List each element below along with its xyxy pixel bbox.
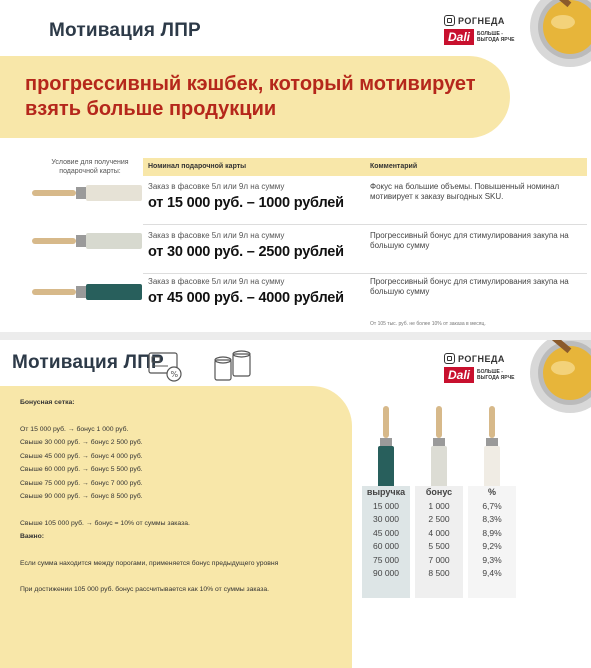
table-cell: 90 000 bbox=[373, 568, 399, 578]
comment: Прогрессивный бонус для стимулирования закупа на большую сумму bbox=[370, 277, 569, 296]
paint-cans-icon bbox=[213, 348, 253, 382]
table-cell: 1 000 bbox=[428, 500, 450, 511]
bonus-line: Свыше 45 000 руб. → бонус 4 000 руб. bbox=[20, 452, 143, 460]
table-cell: 4 000 bbox=[428, 527, 450, 538]
brush-icon bbox=[428, 406, 450, 488]
brand-name: РОГНЕДА bbox=[458, 353, 505, 364]
column-header: % bbox=[487, 487, 496, 497]
table-row bbox=[143, 227, 587, 272]
brush-icon bbox=[481, 406, 503, 488]
brush-icon bbox=[32, 230, 142, 252]
slide-2 bbox=[0, 340, 591, 668]
amount: от 15 000 руб. – 1000 рублей bbox=[148, 195, 344, 211]
bonus-line: Свыше 30 000 руб. → бонус 2 500 руб. bbox=[20, 439, 143, 446]
order-condition: Заказ в фасовке 5л или 9л на сумму bbox=[148, 182, 285, 191]
table-cell: 7 000 bbox=[428, 554, 450, 565]
table-cell: 8 500 bbox=[428, 568, 450, 578]
amount: от 45 000 руб. – 4000 рублей bbox=[148, 290, 344, 306]
paint-can-icon bbox=[525, 340, 591, 418]
bonus-line: Свыше 90 000 руб. → бонус 8 500 руб. bbox=[20, 493, 143, 500]
footnote: От 105 тыс. руб. не более 10% от заказа в месяц. bbox=[370, 321, 486, 327]
percent-column bbox=[468, 486, 516, 598]
rogneda-logo-icon bbox=[444, 353, 455, 364]
bonus-line: От 15 000 руб. → бонус 1 000 руб. bbox=[20, 425, 129, 433]
brand-logo bbox=[444, 15, 536, 45]
dali-slogan: БОЛЬШЕ - ВЫГОДА ЯРЧЕ bbox=[477, 31, 515, 43]
brush-icon bbox=[32, 182, 142, 204]
bonus-over-105: Свыше 105 000 руб. → бонус = 10% от суммы заказа. bbox=[20, 519, 190, 527]
order-condition: Заказ в фасовке 5л или 9л на сумму bbox=[148, 277, 285, 286]
table-cell: 75 000 bbox=[373, 554, 399, 565]
dali-slogan: БОЛЬШЕ - ВЫГОДА ЯРЧЕ bbox=[477, 369, 515, 381]
column-header: бонус bbox=[425, 487, 453, 497]
brand-logo bbox=[444, 353, 536, 383]
table-cell: 9,4% bbox=[482, 568, 502, 578]
divider bbox=[143, 224, 587, 225]
paint-can-icon bbox=[525, 0, 591, 72]
rogneda-logo-icon bbox=[444, 15, 455, 26]
note: Если сумма находится между порогами, применяется бонус предыдущего уровня bbox=[20, 559, 279, 567]
banner-text: прогрессивный кэшбек, который мотивирует взять больше продукции bbox=[25, 73, 476, 120]
table-cell: 60 000 bbox=[373, 541, 399, 551]
important-label: Важно: bbox=[20, 533, 45, 540]
header-nominal: Номинал подарочной карты bbox=[148, 163, 247, 170]
table-cell: 5 500 bbox=[428, 541, 450, 551]
brand-name: РОГНЕДА bbox=[458, 15, 505, 26]
bonus-text bbox=[20, 396, 320, 597]
column-header: выручка bbox=[366, 487, 406, 497]
table-cell: 8,9% bbox=[482, 527, 502, 538]
table-cell: 45 000 bbox=[373, 527, 399, 538]
slide-title: Мотивация ЛПР bbox=[49, 20, 201, 41]
discount-card-icon bbox=[148, 352, 184, 382]
order-condition: Заказ в фасовке 5л или 9л на сумму bbox=[148, 231, 285, 240]
table-cell: 2 500 bbox=[428, 514, 450, 524]
table-cell: 6,7% bbox=[482, 500, 502, 511]
dali-logo: Dali bbox=[444, 29, 474, 45]
bonus-column bbox=[415, 486, 463, 598]
brush-icon bbox=[32, 281, 142, 303]
comment: Фокус на большие объемы. Повышенный номинал мотивирует к заказу выгодных SKU. bbox=[370, 182, 560, 201]
brush-icon bbox=[375, 406, 397, 488]
table-row bbox=[143, 178, 587, 223]
table-cell: 15 000 bbox=[373, 500, 399, 511]
bonus-line: Свыше 60 000 руб. → бонус 5 500 руб. bbox=[20, 466, 143, 473]
banner bbox=[0, 56, 510, 138]
dali-logo: Dali bbox=[444, 367, 474, 383]
table-header bbox=[143, 158, 587, 176]
bonus-panel bbox=[0, 386, 352, 668]
condition-label: Условие для получения подарочной карты: bbox=[51, 159, 129, 175]
table-cell: 8,3% bbox=[482, 514, 502, 524]
table-cell: 9,2% bbox=[482, 541, 502, 551]
header-comment: Комментарий bbox=[370, 163, 418, 170]
table-cell: 9,3% bbox=[482, 554, 502, 565]
revenue-column bbox=[362, 486, 410, 598]
comment: Прогрессивный бонус для стимулирования закупа на большую сумму bbox=[370, 231, 569, 250]
bonus-title: Бонусная сетка: bbox=[20, 399, 75, 406]
note: При достижении 105 000 руб. бонус рассчитывается как 10% от суммы заказа. bbox=[20, 586, 270, 593]
table-cell: 30 000 bbox=[373, 514, 399, 524]
amount: от 30 000 руб. – 2500 рублей bbox=[148, 244, 344, 260]
bonus-line: Свыше 75 000 руб. → бонус 7 000 руб. bbox=[20, 479, 143, 487]
slide-1 bbox=[0, 0, 591, 332]
table-row bbox=[143, 273, 587, 318]
slide-title: Мотивация ЛПР bbox=[12, 352, 164, 373]
svg-text:%: % bbox=[170, 370, 179, 379]
